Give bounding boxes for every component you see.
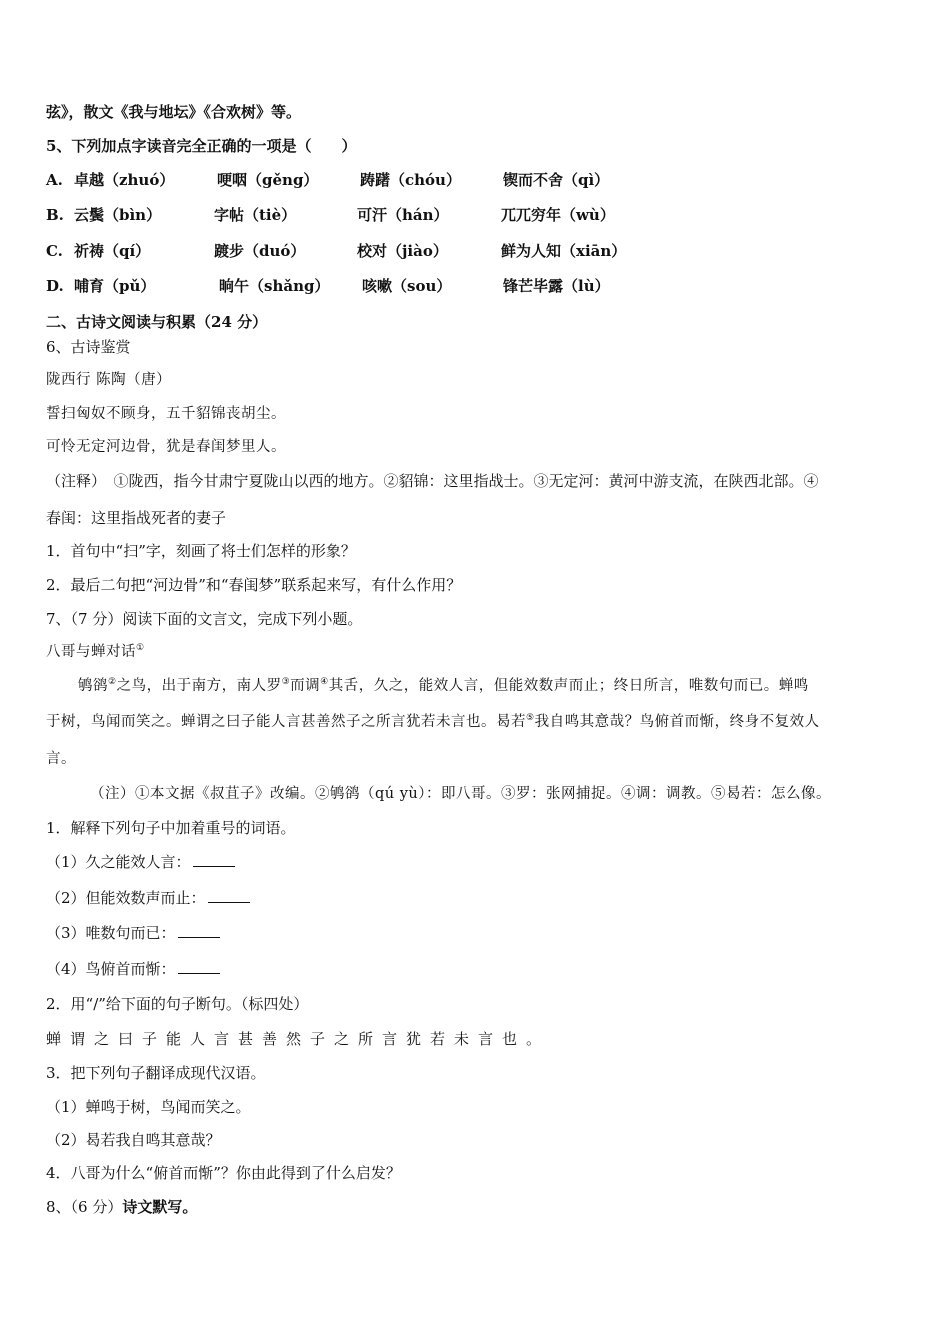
answer-blank[interactable] — [193, 852, 235, 867]
passage-note: （注）①本文据《叔苴子》改编。②鸲鹆（qú yù）：即八哥。③罗：张网捕捉。④调：调教。⑤曷若：怎么像。 — [90, 786, 832, 802]
passage-text: 我自鸣其意哉？鸟俯首而惭，终身不复效人 — [534, 714, 820, 730]
option-item: 可汗（hán） — [357, 206, 449, 224]
q7-sub2-sentence: 蝉谓之曰子能人言甚善然子之所言犹若未言也。 — [46, 1030, 551, 1048]
option-item: 鲜为人知（xiān） — [501, 242, 627, 260]
q8-prefix: 8、（6 分） — [46, 1198, 123, 1216]
q7-sub1-stem: 1．解释下列句子中加着重号的词语。 — [46, 819, 296, 837]
option-item: 卓越（zhuó） — [74, 171, 175, 189]
option-label: D. — [46, 277, 64, 295]
passage-line — [78, 676, 809, 696]
option-item: 晌午（shǎng） — [219, 277, 330, 295]
footnote-mark: ② — [108, 677, 117, 688]
item-text: （3）唯数句而已： — [46, 924, 176, 942]
q5-stem: 5、下列加点字读音完全正确的一项是（ ） — [46, 137, 357, 155]
passage-text: 鸲鹆 — [78, 678, 108, 694]
poem-line: 誓扫匈奴不顾身，五千貂锦丧胡尘。 — [46, 406, 286, 422]
option-item: 字帖（tiè） — [214, 206, 297, 224]
option-label: A. — [46, 171, 63, 189]
q8-stem — [46, 1197, 197, 1217]
poem-title: 陇西行 陈陶（唐） — [46, 372, 172, 388]
option-item: 踌躇（chóu） — [360, 171, 461, 189]
passage-text: 之鸟，出于南方，南人罗 — [116, 678, 282, 694]
option-item: 哽咽（gěng） — [217, 171, 319, 189]
option-item: 校对（jiào） — [357, 242, 448, 260]
option-item: 踱步（duó） — [214, 242, 306, 260]
option-item: 兀兀穷年（wù） — [501, 206, 615, 224]
option-item: 祈祷（qí） — [74, 242, 151, 260]
item-text: （1）久之能效人言： — [46, 853, 191, 871]
q7-sub1-item — [46, 959, 220, 979]
option-label: C. — [46, 242, 63, 260]
section-heading: 二、古诗文阅读与积累（24 分） — [46, 313, 268, 331]
q7-sub1-item — [46, 888, 250, 908]
q7-sub1-item — [46, 852, 235, 872]
passage-text: 其舌，久之，能效人言，但能效数声而止；终日所言，唯数句而已。蝉鸣 — [328, 678, 809, 694]
poem-line: 可怜无定河边骨，犹是春闺梦里人。 — [46, 439, 286, 455]
q8-title: 诗文默写。 — [122, 1198, 198, 1216]
passage-line — [46, 712, 820, 732]
passage-title-text: 八哥与蝉对话 — [46, 644, 136, 660]
poem-notes: （注释） ①陇西，指今甘肃宁夏陇山以西的地方。②貂锦：这里指战士。③无定河：黄河中游支流，在陕西北部。④ — [46, 472, 819, 490]
q6-stem: 6、古诗鉴赏 — [46, 338, 131, 356]
header-line: 弦》，散文《我与地坛》《合欢树》等。 — [46, 103, 302, 121]
q6-sub2: 2．最后二句把“河边骨”和“春闺梦”联系起来写，有什么作用？ — [46, 576, 462, 594]
answer-blank[interactable] — [208, 888, 250, 903]
option-item: 哺育（pǔ） — [74, 277, 156, 295]
footnote-mark: ④ — [320, 677, 329, 688]
q7-stem: 7、（7 分）阅读下面的文言文，完成下列小题。 — [46, 610, 363, 628]
footnote-mark: ⑤ — [526, 713, 535, 724]
q7-sub3-stem: 3．把下列句子翻译成现代汉语。 — [46, 1064, 266, 1082]
passage-text: 而调 — [290, 678, 321, 694]
option-item: 云鬓（bìn） — [74, 206, 162, 224]
option-item: 咳嗽（sou） — [362, 277, 452, 295]
option-label: B. — [46, 206, 64, 224]
item-text: （2）但能效数声而止： — [46, 889, 206, 907]
q6-sub1: 1．首句中“扫”字，刻画了将士们怎样的形象？ — [46, 542, 356, 560]
item-text: （4）鸟俯首而惭： — [46, 960, 176, 978]
option-item: 锋芒毕露（lù） — [503, 277, 610, 295]
passage-line: 言。 — [46, 751, 76, 767]
passage-title — [46, 642, 145, 662]
q7-sub1-item — [46, 923, 220, 943]
footnote-mark: ③ — [281, 677, 291, 688]
q7-sub4: 4．八哥为什么“俯首而惭”？你由此得到了什么启发？ — [46, 1164, 401, 1182]
option-item: 锲而不舍（qì） — [503, 171, 610, 189]
q7-sub3-item: （1）蝉鸣于树，鸟闻而笑之。 — [46, 1098, 251, 1116]
q7-sub3-item: （2）曷若我自鸣其意哉？ — [46, 1131, 221, 1149]
answer-blank[interactable] — [178, 959, 220, 974]
passage-text: 于树，鸟闻而笑之。蝉谓之曰子能人言甚善然子之所言犹若未言也。曷若 — [46, 714, 526, 730]
poem-notes-cont: 春闺：这里指战死者的妻子 — [46, 509, 227, 527]
q7-sub2-stem: 2．用“/”给下面的句子断句。（标四处） — [46, 995, 309, 1013]
answer-blank[interactable] — [178, 923, 220, 938]
footnote-mark: ① — [136, 643, 145, 654]
